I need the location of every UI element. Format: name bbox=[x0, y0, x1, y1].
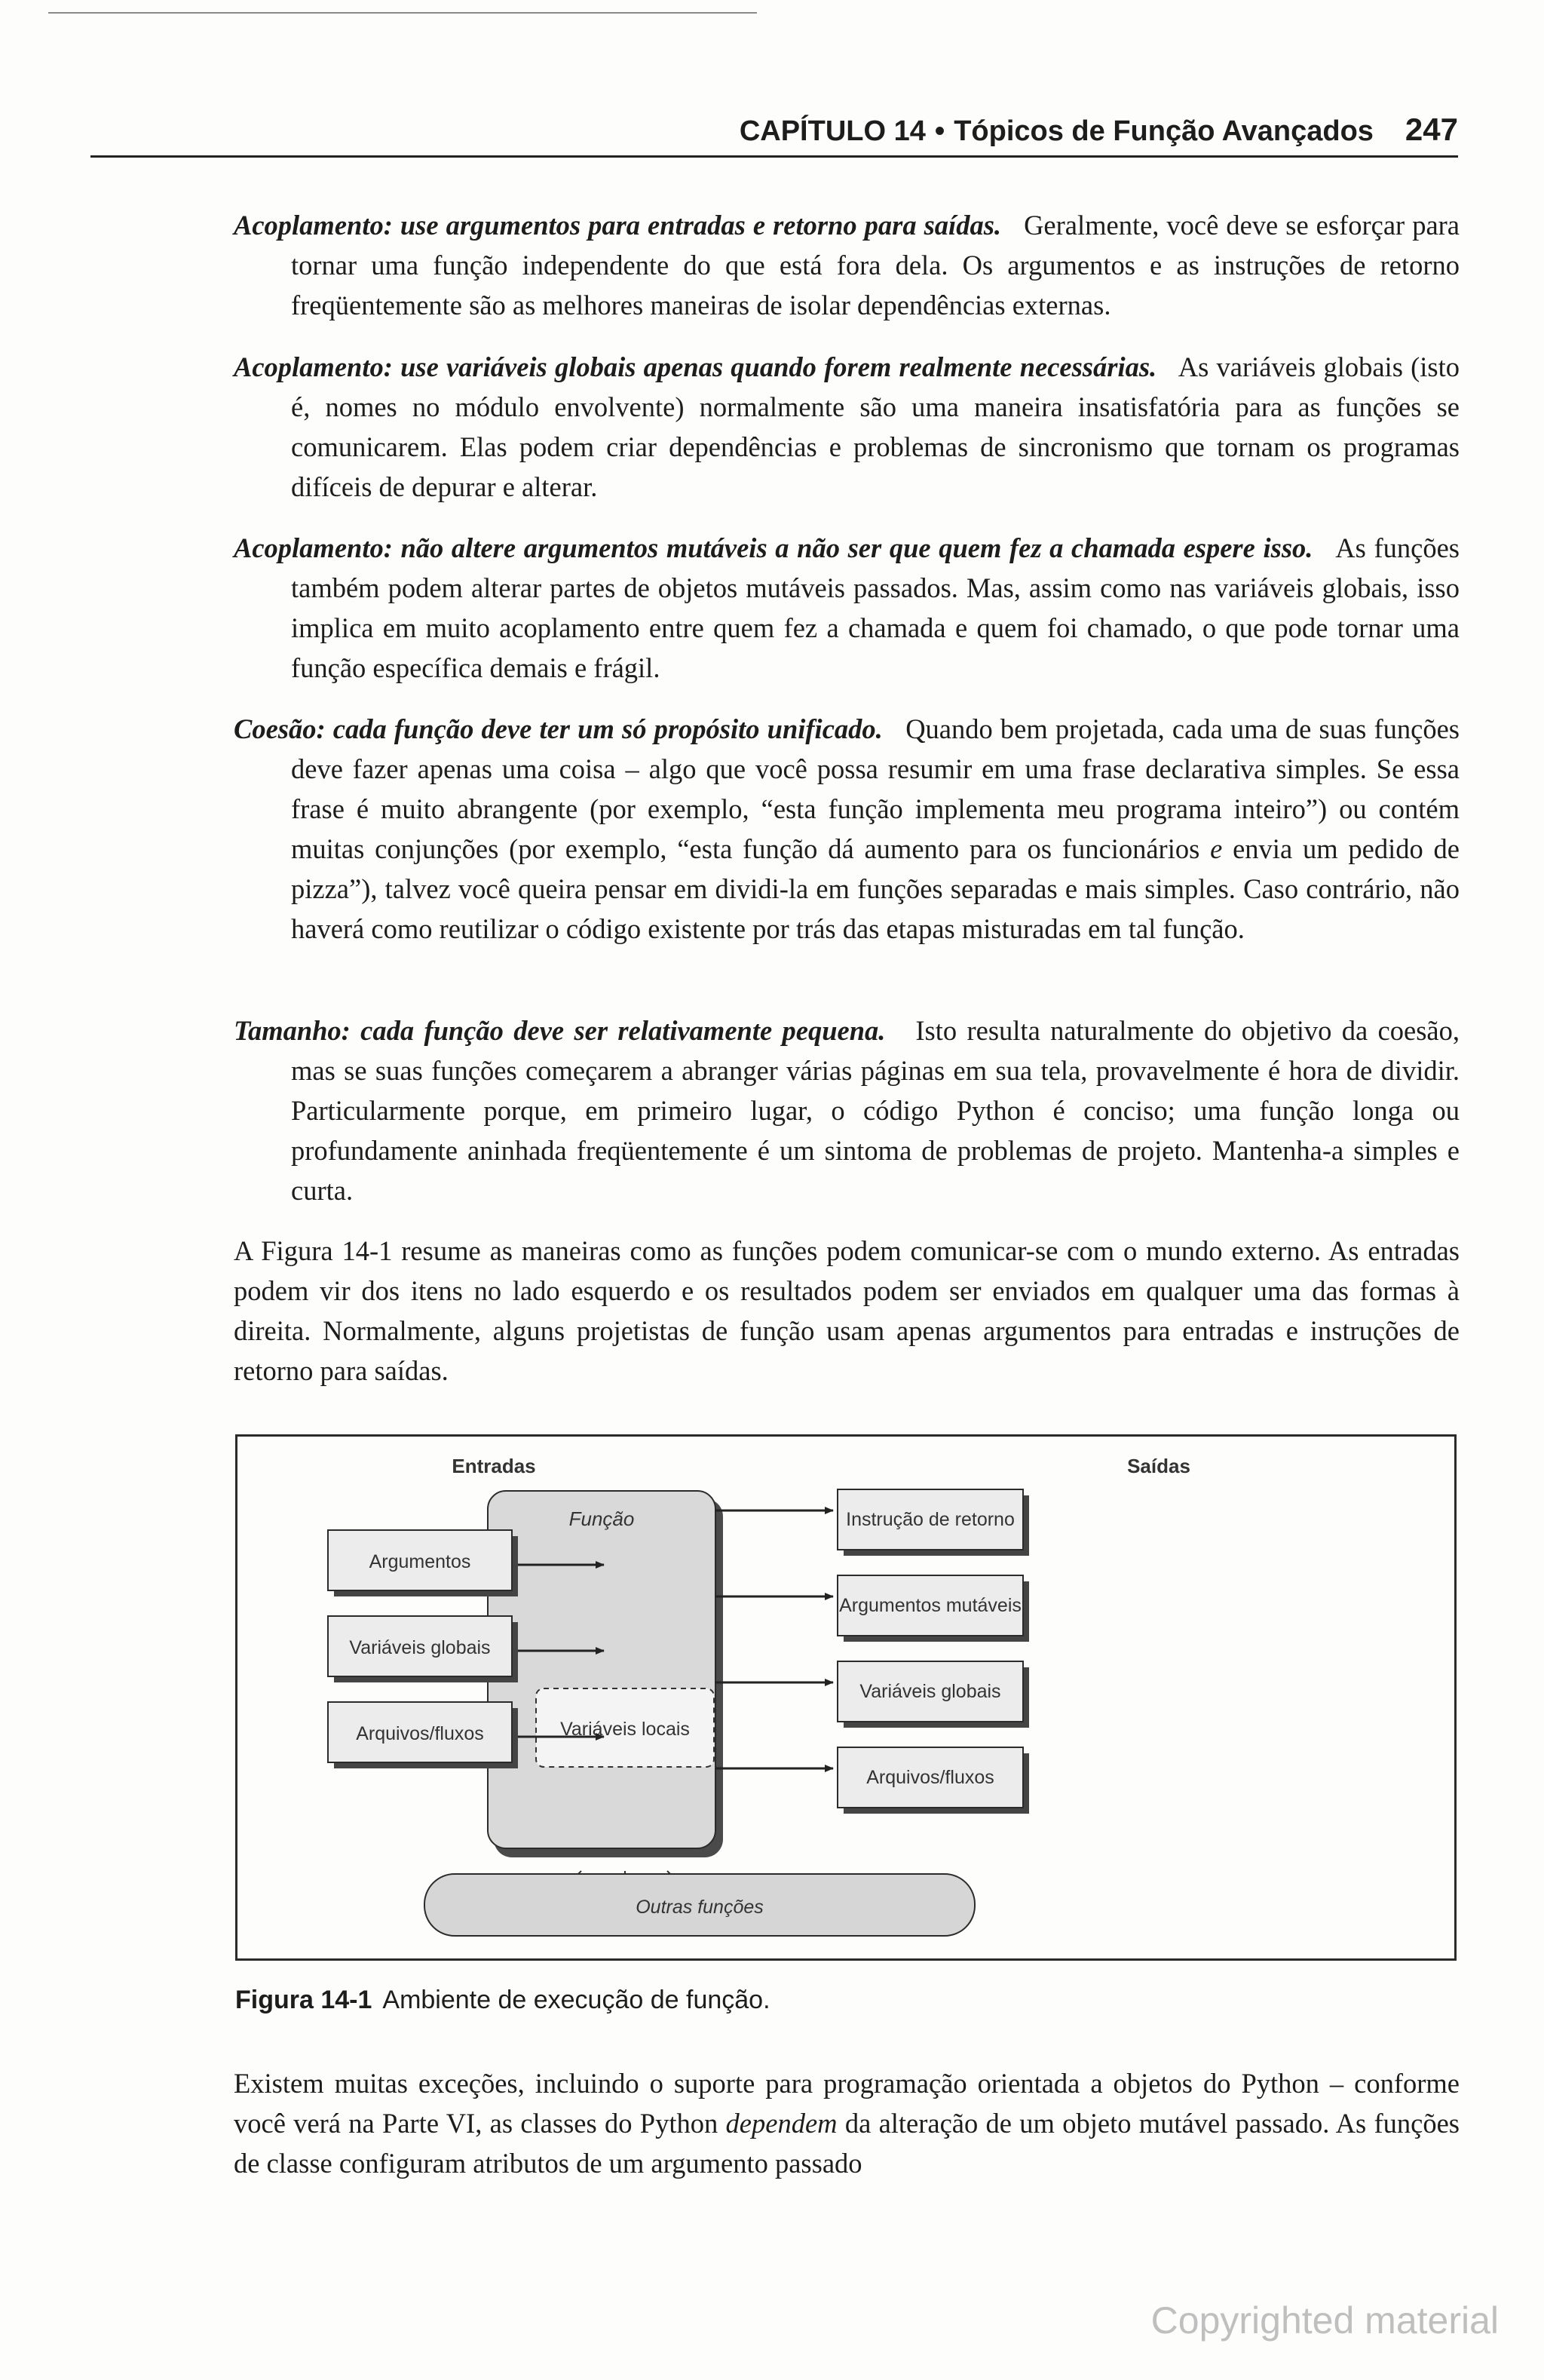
header-separator: • bbox=[934, 115, 945, 147]
output-label: Argumentos mutáveis bbox=[839, 1595, 1022, 1616]
local-variables-box bbox=[536, 1688, 714, 1767]
output-label: Variáveis globais bbox=[859, 1681, 1001, 1702]
guideline-text: As funções também podem alterar partes de objetos mutáveis passados. Mas, assim como nas variáveis globais, isso implica em muito acoplamento entre quem fez a chamada e quem foi chamado, o que pode tornar uma função específica demais e frágil. bbox=[291, 532, 1460, 683]
guideline-lead: Acoplamento: use variáveis globais apenas quando forem realmente necessárias. bbox=[234, 351, 1157, 382]
other-functions-label: Outras funções bbox=[636, 1897, 764, 1918]
guideline-text-after: envia um pedido de pizza”), talvez você queira pensar em dividi-la em funções separadas e mais simples. Caso contrário, não haverá como reutilizar o código existente por trás das etapas misturadas em tal função. bbox=[291, 833, 1460, 944]
output-files-streams bbox=[715, 1747, 1029, 1814]
top-rule bbox=[48, 12, 757, 14]
local-variables-label: Variáveis locais bbox=[560, 1719, 690, 1740]
guideline-1 bbox=[234, 205, 1460, 325]
caption-label: Figura 14-1 bbox=[235, 1986, 372, 2014]
guideline-text: Quando bem projetada, cada uma de suas funções deve fazer apenas uma coisa – algo que você possa resumir em uma frase declarativa simples. Se essa frase é muito abrangente (por exemplo, “esta função implementa meu programa inteiro”) ou contém muitas conjunções (por exemplo, “esta função dá aumento para os funcionários bbox=[291, 713, 1460, 864]
output-label: Arquivos/fluxos bbox=[866, 1767, 994, 1788]
guideline-lead: Acoplamento: use argumentos para entradas e retorno para saídas. bbox=[234, 210, 1002, 241]
chapter-label: CAPÍTULO 14 bbox=[739, 115, 926, 147]
output-return-statement bbox=[715, 1489, 1029, 1556]
outputs-title: Saídas bbox=[1127, 1455, 1190, 1477]
input-label: Argumentos bbox=[369, 1551, 471, 1572]
input-label: Arquivos/fluxos bbox=[356, 1723, 484, 1744]
function-environment-diagram bbox=[237, 1437, 1454, 1958]
page-number: 247 bbox=[1405, 112, 1458, 147]
guideline-emphasis: e bbox=[1210, 833, 1223, 864]
chapter-title: Tópicos de Função Avançados bbox=[954, 115, 1374, 147]
closing-text-after: da alteração de um objeto mutável passado. As funções de classe configuram atributos de um argumento passado bbox=[234, 2108, 1460, 2179]
copyright-watermark: Copyrighted material bbox=[1150, 2299, 1499, 2342]
guideline-lead: Acoplamento: não altere argumentos mutáveis a não ser que quem fez a chamada espere isso. bbox=[234, 532, 1313, 563]
closing-paragraph bbox=[234, 2063, 1460, 2183]
output-global-variables bbox=[715, 1661, 1029, 1728]
figure-caption bbox=[235, 1983, 770, 2017]
guideline-2 bbox=[234, 347, 1460, 507]
closing-emphasis: dependem bbox=[725, 2108, 838, 2139]
function-box bbox=[488, 1491, 723, 1857]
guideline-lead: Tamanho: cada função deve ser relativamente pequena. bbox=[234, 1015, 886, 1046]
guideline-text: Isto resulta naturalmente do objetivo da coesão, mas se suas funções começarem a abranger várias páginas em sua tela, provavelmente é hora de dividir. Particularmente porque, em primeiro lugar, o código Python é conciso; uma função longa ou profundamente aninhada freqüentemente é um sintoma de problemas de projeto. Mantenha-a simples e curta. bbox=[291, 1015, 1460, 1206]
guideline-text: Geralmente, você deve se esforçar para tornar uma função independente do que está fora dela. Os argumentos e as instruções de retorno freqüentemente são as melhores maneiras de isolar dependências externas. bbox=[291, 210, 1460, 321]
guideline-4 bbox=[234, 709, 1460, 949]
function-label: Função bbox=[568, 1507, 635, 1530]
input-label: Variáveis globais bbox=[349, 1637, 491, 1658]
inputs-title: Entradas bbox=[452, 1455, 536, 1477]
running-head bbox=[90, 110, 1458, 158]
output-label: Instrução de retorno bbox=[846, 1509, 1015, 1530]
guideline-3 bbox=[234, 528, 1460, 688]
closing-text: Existem muitas exceções, incluindo o suporte para programação orientada a objetos do Python – conforme você verá na Parte VI, as classes do Python bbox=[234, 2068, 1460, 2139]
figure-14-1 bbox=[235, 1434, 1457, 1961]
guideline-5 bbox=[234, 1011, 1460, 1210]
caption-text: Ambiente de execução de função. bbox=[382, 1986, 770, 2014]
intro-paragraph: A Figura 14-1 resume as maneiras como as funções podem comunicar-se com o mundo externo. As entradas podem vir dos itens no lado esquerdo e os resultados podem ser enviados em qualquer uma das formas à direita. Normalmente, alguns projetistas de função usam apenas argumentos para entradas e instruções de retorno para saídas. bbox=[234, 1235, 1460, 1386]
other-functions-box bbox=[424, 1874, 975, 1936]
guideline-text: As variáveis globais (isto é, nomes no módulo envolvente) normalmente são uma maneira insatisfatória para as funções se comunicarem. Elas podem criar dependências e problemas de sincronismo que tornam os programas difíceis de depurar e alterar. bbox=[291, 351, 1460, 502]
guideline-lead: Coesão: cada função deve ter um só propósito unificado. bbox=[234, 713, 883, 744]
output-mutable-arguments bbox=[715, 1575, 1029, 1642]
